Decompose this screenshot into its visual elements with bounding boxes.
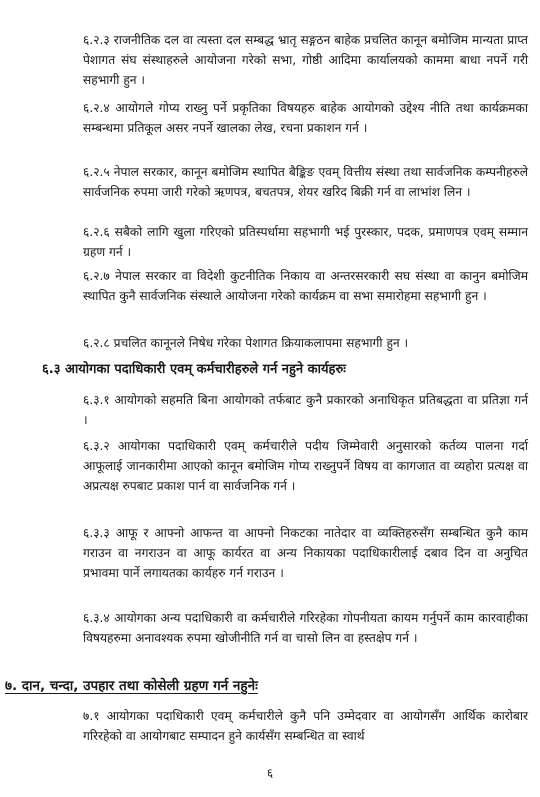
- clause-6-2-3: ६.२.३ राजनीतिक दल वा त्यस्ता दल सम्बद्ध भ्रातृ सङ्गठन बाहेक प्रचलित कानून बमोजिम मान्यता प्राप्त पेशागत संघ संस्थाहरुले आयोजना गरेको सभा, गोष्ठी आदिमा कार्यालयको काममा बाधा नपर्ने गरी सहभागी हुन ।: [83, 33, 528, 87]
- section-7-heading: ७. दान, चन्दा, उपहार तथा कोसेली ग्रहण गर्न नहुनेः: [5, 678, 258, 694]
- clause-6-2-6: ६.२.६ सबैको लागि खुला गरिएको प्रतिस्पर्धामा सहभागी भई पुरस्कार, पदक, प्रमाणपत्र एवम् सम्मान ग्रहण गर्न ।: [83, 225, 528, 259]
- clause-6-3-2: ६.३.२ आयोगका पदाधिकारी एवम् कर्मचारीले पदीय जिम्मेवारी अनुसारको कर्तव्य पालना गर्दा आफूलाई जानकारीमा आएको कानून बमोजिम गोप्य राख्नुपर्ने विषय वा कागजात वा व्यहोरा प्रत्यक्ष वा अप्रत्यक्ष रुपबाट प्रकाश पार्न वा सार्वजनिक गर्न ।: [83, 439, 528, 493]
- clause-6-3-4: ६.३.४ आयोगका अन्य पदाधिकारी वा कर्मचारीले गरिरहेका गोपनीयता कायम गर्नुपर्ने काम कारवाहीका विषयहरुमा अनावश्यक रुपमा खोजीनीति गर्न वा चासो लिन वा हस्तक्षेप गर्न ।: [83, 611, 528, 645]
- page-number: ६: [266, 766, 274, 780]
- clause-6-2-5: ६.२.५ नेपाल सरकार, कानून बमोजिम स्थापित बैङ्किङ एवम् वित्तीय संस्था तथा सार्वजनिक कम्पनीहरुले सार्वजनिक रुपमा जारी गरेको ऋणपत्र, बचतपत्र, शेयर खरिद बिक्री गर्न वा लाभांश लिन ।: [83, 165, 528, 199]
- clause-7-1: ७.१ आयोगका पदाधिकारी एवम् कर्मचारीले कुनै पनि उम्मेदवार वा आयोगसँग आर्थिक कारोबार गरिरहेको वा आयोगबाट सम्पादन हुने कार्यसँग सम्बन्धित वा स्वार्थ: [83, 709, 528, 743]
- clause-6-3-1: ६.३.१ आयोगको सहमति बिना आयोगको तर्फबाट कुनै प्रकारको अनाधिकृत प्रतिबद्धता वा प्रतिज्ञा गर्न ।: [83, 393, 528, 427]
- clause-6-3-3: ६.३.३ आफू र आफ्नो आफन्त वा आफ्नो निकटका नातेदार वा व्यक्तिहरुसँग सम्बन्धित कुनै काम गराउन वा नगराउन वा आफू कार्यरत वा अन्य निकायका पदाधिकारीलाई दबाव दिन वा अनुचित प्रभावमा पार्ने लगायतका कार्यहरु गर्न गराउन ।: [83, 526, 528, 580]
- clause-6-2-8: ६.२.८ प्रचलित कानूनले निषेध गरेका पेशागत क्रियाकलापमा सहभागी हुन ।: [83, 336, 409, 350]
- clause-6-2-7: ६.२.७ नेपाल सरकार वा विदेशी कुटनीतिक निकाय वा अन्तरसरकारी सघ संस्था वा कानुन बमोजिम स्थापित कुनै सार्वजनिक संस्थाले आयोजना गरेको कार्यक्रम वा सभा समारोहमा सहभागी हुन ।: [83, 269, 528, 303]
- section-6-3-heading: ६.३ आयोगका पदाधिकारी एवम् कर्मचारीहरुले गर्न नहुने कार्यहरुः: [42, 362, 346, 377]
- clause-6-2-4: ६.२.४ आयोगले गोप्य राख्नु पर्ने प्रकृतिका विषयहरु बाहेक आयोगको उद्देश्य नीति तथा कार्यक्रमका सम्बन्धमा प्रतिकूल असर नपर्ने खालका लेख, रचना प्रकाशन गर्न ।: [83, 101, 528, 135]
